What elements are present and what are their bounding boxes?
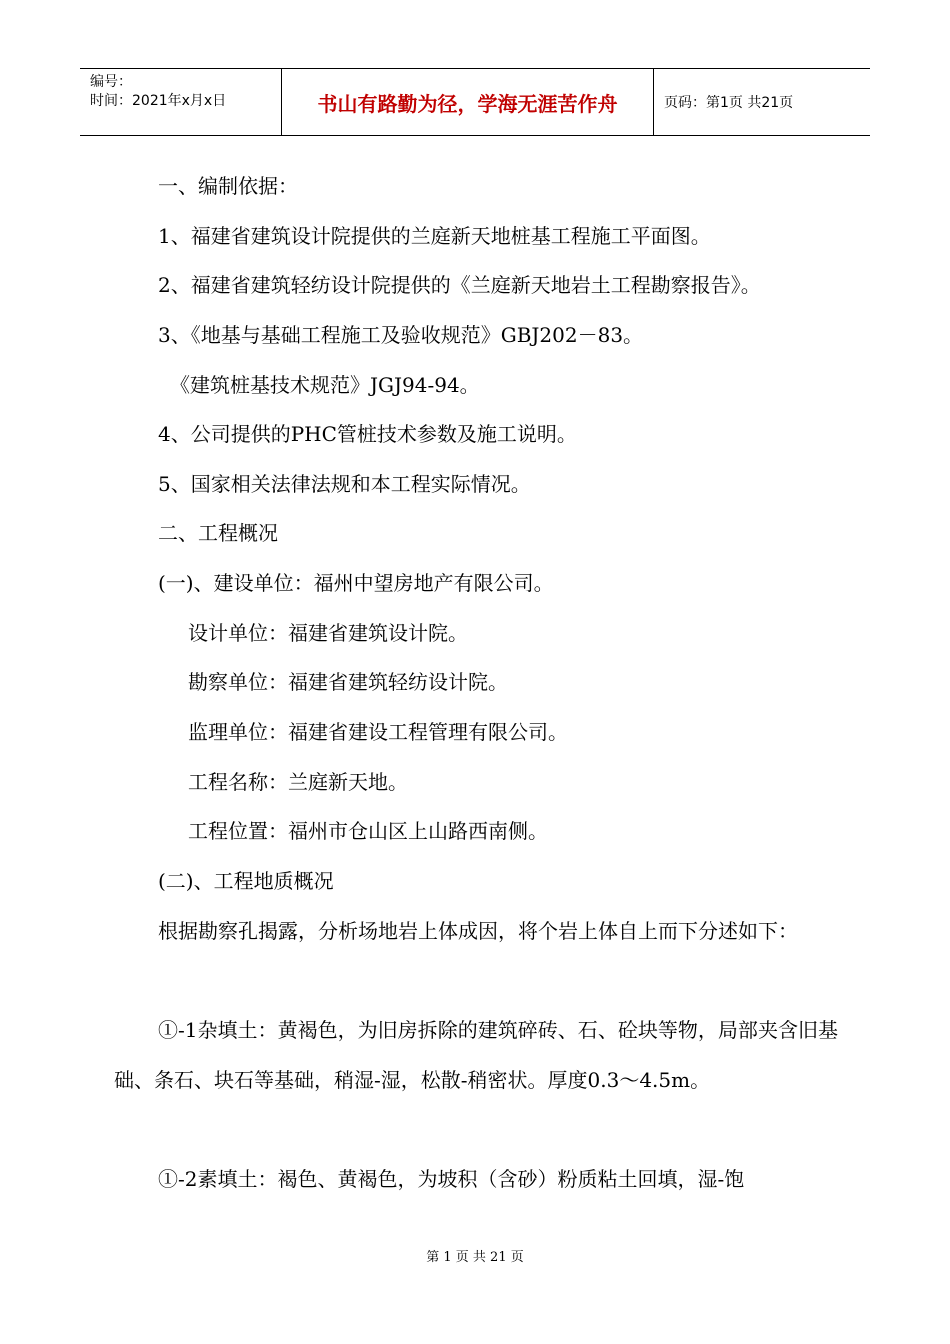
header-meta bbox=[80, 69, 282, 135]
section2-title: 二、工程概况 bbox=[158, 521, 278, 545]
basis-item-4: 4、公司提供的PHC管桩技术参数及施工说明。 bbox=[158, 422, 577, 446]
project-location: 工程位置：福州市仓山区上山路西南侧。 bbox=[188, 819, 548, 843]
unit-survey: 勘察单位：福建省建筑轻纺设计院。 bbox=[188, 670, 508, 694]
header-motto: 书山有路勤为径，学海无涯苦作舟 bbox=[282, 69, 654, 135]
unit-supervision: 监理单位：福建省建设工程管理有限公司。 bbox=[188, 720, 568, 744]
unit-design: 设计单位：福建省建筑设计院。 bbox=[188, 621, 468, 645]
layer1-paragraph: ①-1杂填土：黄褐色，为旧房拆除的建筑碎砖、石、砼块等物，局部夹含旧基础、条石、块石等基础，稍湿-湿，松散-稍密状。厚度0.3～4.5m。 bbox=[114, 1018, 838, 1092]
document-header bbox=[80, 68, 870, 136]
header-page-info: 页码：第1页 共21页 bbox=[664, 95, 794, 111]
basis-item-3: 3、《地基与基础工程施工及验收规范》GBJ202－83。 bbox=[158, 323, 644, 347]
page-footer: 第 1 页 共 21 页 bbox=[426, 1250, 524, 1265]
time-label: 时间：2021年x月x日 bbox=[90, 93, 227, 109]
basis-item-3b: 《建筑桩基技术规范》JGJ94-94。 bbox=[170, 373, 480, 397]
sub1-title: (一)、建设单位：福州中望房地产有限公司。 bbox=[158, 571, 554, 595]
basis-item-5: 5、国家相关法律法规和本工程实际情况。 bbox=[158, 472, 531, 496]
layer2-paragraph: ①-2素填土：褐色、黄褐色，为坡积（含砂）粉质粘土回填，湿-饱 bbox=[158, 1167, 745, 1191]
sub2-title: (二)、工程地质概况 bbox=[158, 869, 334, 893]
basis-item-2: 2、福建省建筑轻纺设计院提供的《兰庭新天地岩土工程勘察报告》。 bbox=[158, 273, 761, 297]
geo-intro-paragraph: 根据勘察孔揭露，分析场地岩上体成因，将个岩上体自上而下分述如下： bbox=[158, 919, 798, 943]
project-name: 工程名称：兰庭新天地。 bbox=[188, 770, 408, 794]
section1-title: 一、编制依据： bbox=[158, 174, 298, 198]
basis-item-1: 1、福建省建筑设计院提供的兰庭新天地桩基工程施工平面图。 bbox=[158, 224, 711, 248]
number-label: 编号： bbox=[90, 74, 132, 90]
